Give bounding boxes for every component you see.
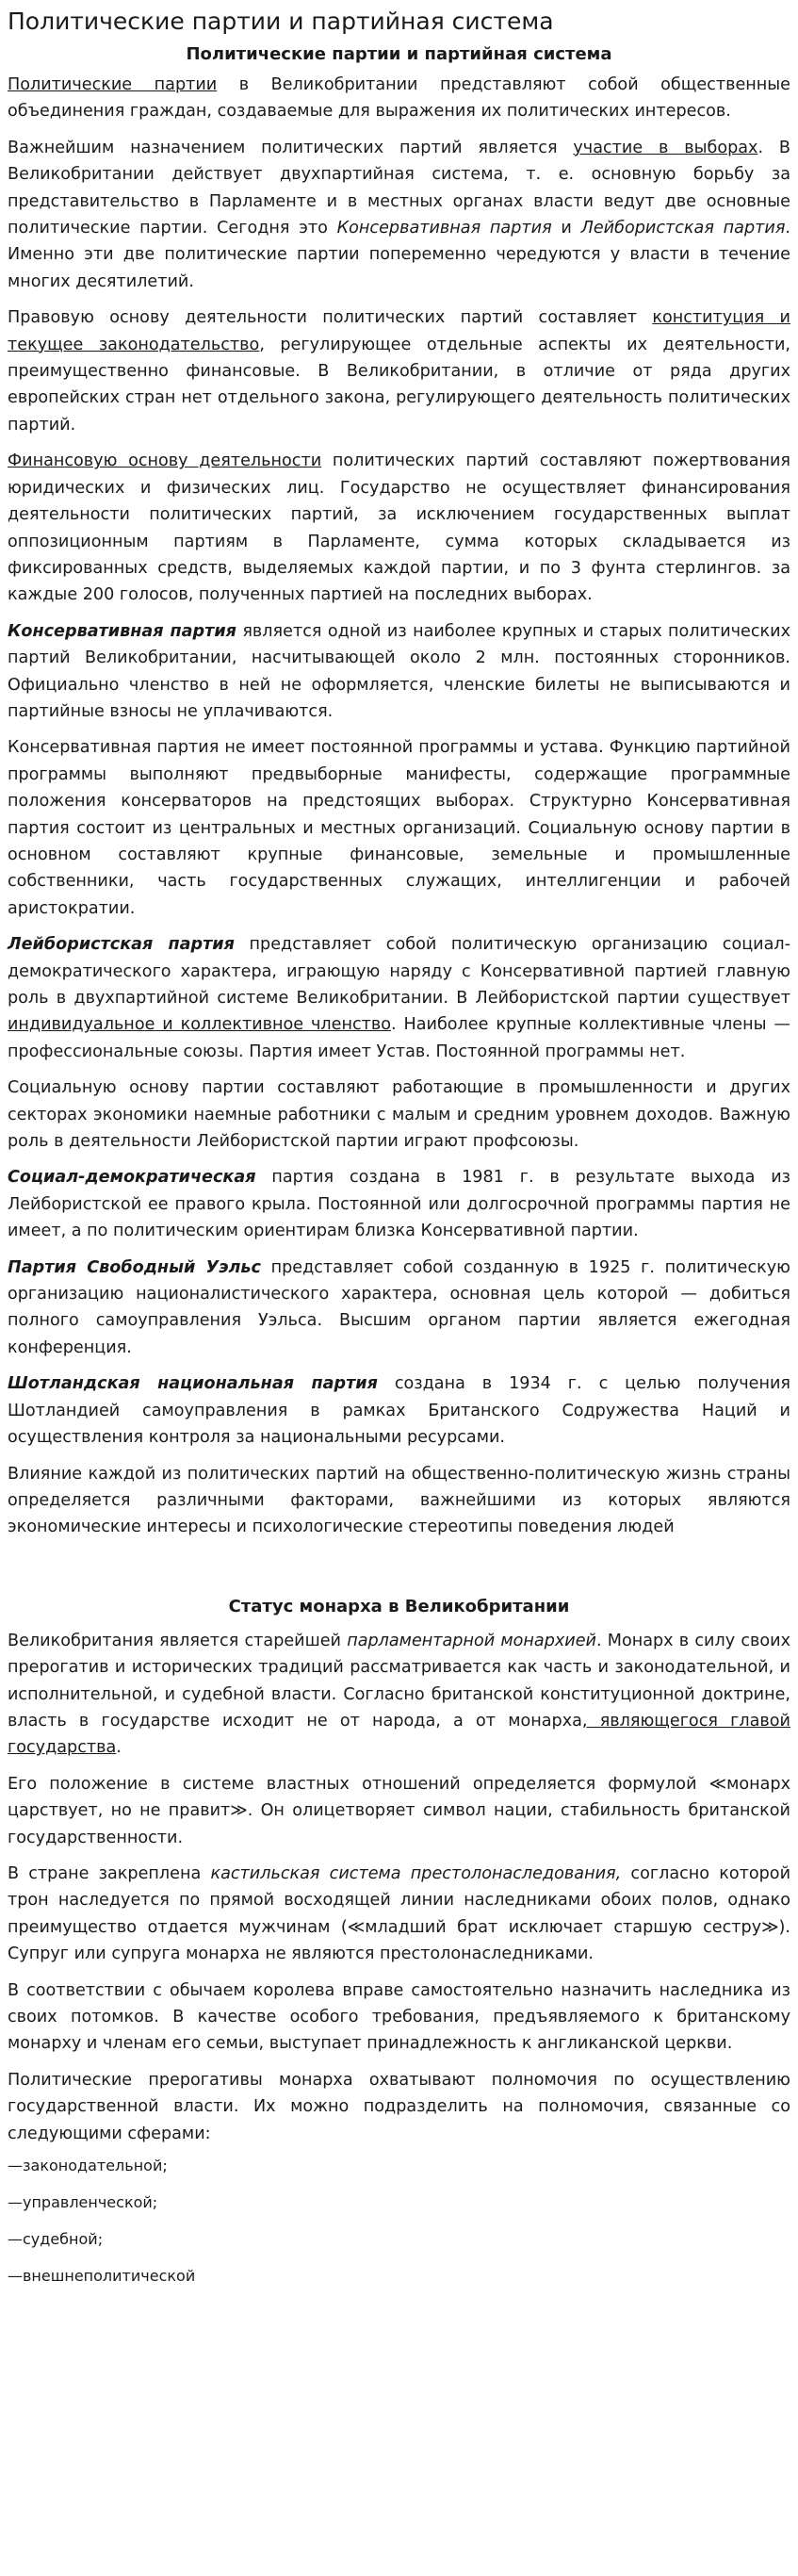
paragraph: Политические прерогативы монарха охватывают полномочия по осуществлению государственной власти. Их можно подразделить на полномочия, связанные со следующими сферами: xyxy=(8,2070,790,2143)
elections-link[interactable]: участие в выборах xyxy=(573,138,758,157)
section-heading-parties: Политические партии и партийная система xyxy=(186,44,612,64)
powers-list xyxy=(8,2157,790,2286)
paragraph: Важнейшим назначением политических партий является участие в выборах. В Великобритании действует двухпартийная система, т. е. основную борьбу за представительство в Парламенте и в местных органах власти ведут две основные политические партии. Сегодня это Консервативная партия и Лейбористская партия. Именно эти две политические партии попеременно чередуются у власти в течение многих десятилетий. xyxy=(8,138,790,291)
paragraph: Влияние каждой из политических партий на общественно-политическую жизнь страны определяется различными факторами, важнейшими из которых являются экономические интересы и психологические стереотипы поведения людей xyxy=(8,1464,790,1537)
list-item: —судебной; xyxy=(8,2230,104,2249)
paragraph: Финансовую основу деятельности политических партий составляют пожертвования юридических и физических лиц. Государство не осуществляет финансирования деятельности политических партий, за исключением государственных выплат оппозиционным партиям в Парламенте, сумма которых складывается из фиксированных средств, выделяемых каждой партии, и по 3 фунта стерлингов. за каждые 200 голосов, полученных партией на последних выборах. xyxy=(8,451,790,605)
paragraph: В стране закреплена кастильская система престолонаследования, согласно которой трон наследуется по прямой восходящей линии наследниками обоих полов, однако преимущество отдается мужчинам (≪младший брат исключает старшую сестру≫). Супруг или супруга монарха не являются престолонаследниками. xyxy=(8,1863,790,1964)
paragraph: Политические партии в Великобритании представляют собой общественные объединения граждан, создаваемые для выражения их политических интересов. xyxy=(8,75,790,122)
paragraph: Консервативная партия не имеет постоянной программы и устава. Функцию партийной программы выполняют предвыборные манифесты, содержащие программные положения консерваторов на предстоящих выборах. Структурно Консервативная партия состоит из центральных и местных организаций. Социальную основу партии в основном составляют крупные финансовые, земельные и промышленные собственники, часть государственных служащих, интеллигенции и рабочей аристократии. xyxy=(8,738,790,918)
paragraph: Великобритания является старейшей парламентарной монархией. Монарх в силу своих прерогатив и исторических традиций рассматривается как часть и законодательной, и исполнительной, и судебной власти. Согласно британской конституционной доктрине, власть в государстве исходит не от народа, а от монарха, являющегося главой государства. xyxy=(8,1631,790,1758)
party-name: Лейбористская партия xyxy=(8,935,235,955)
head-of-state-link[interactable]: , являющегося главой государства xyxy=(8,1711,790,1758)
paragraph: Правовую основу деятельности политических партий составляет конституция и текущее законодательство, регулирующее отдельные аспекты их деятельности, преимущественно финансовые. В Великобритании, в отличие от ряда других европейских стран нет отдельного закона, регулирующего деятельность политических партий. xyxy=(8,308,790,435)
paragraph: В соответствии с обычаем королева вправе самостоятельно назначить наследника из своих потомков. В качестве особого требования, предъявляемого к британскому монарху и членам его семьи, выступает принадлежность к англиканской церкви. xyxy=(8,1980,790,2054)
section-heading-monarch: Статус монарха в Великобритании xyxy=(228,1596,570,1616)
list-item: —внешнеполитической xyxy=(8,2267,196,2286)
paragraph: Шотландская национальная партия создана в 1934 г. с целью получения Шотландией самоуправления в рамках Британского Содружества Наций и осуществления контроля за национальными ресурсами. xyxy=(8,1374,790,1448)
finance-link[interactable]: Финансовую основу деятельности xyxy=(8,451,322,471)
list-item: —управленческой; xyxy=(8,2193,158,2212)
paragraph: Социальную основу партии составляют работающие в промышленности и других секторах экономики наемные работники с малым и средним уровнем доходов. Важную роль в деятельности Лейбористской партии играют профсоюзы. xyxy=(8,1078,790,1152)
party-name: Социал-демократическая xyxy=(8,1168,256,1188)
constitution-link[interactable]: конституция и текущее законодательство xyxy=(8,308,790,354)
paragraph: Консервативная партия является одной из наиболее крупных и старых политических партий Великобритании, насчитывающей около 2 млн. постоянных сторонников. Официально членство в ней не оформляется, членские билеты не выписываются и партийные взносы не уплачиваются. xyxy=(8,621,790,721)
paragraph: Лейбористская партия представляет собой политическую организацию социал-демократического характера, играющую наряду с Консервативной партией главную роль в двухпартийной системе Великобритании. В Лейбористской партии существует индивидуальное и коллективное членство. Наиболее крупные коллективные члены — профессиональные союзы. Партия имеет Устав. Постоянной программы нет. xyxy=(8,935,790,1061)
list-item: —законодательной; xyxy=(8,2157,168,2175)
party-name: Консервативная партия xyxy=(8,621,236,641)
parties-link[interactable]: Политические партии xyxy=(8,75,218,94)
page-title: Политические партии и партийная система xyxy=(8,8,554,35)
paragraph: Его положение в системе властных отношений определяется формулой ≪монарх царствует, но не правит≫. Он олицетворяет символ нации, стабильность британской государственности. xyxy=(8,1774,790,1847)
party-name: Партия Свободный Уэльс xyxy=(8,1257,261,1277)
party-name: Шотландская национальная партия xyxy=(8,1374,378,1394)
membership-link[interactable]: индивидуальное и коллективное членство xyxy=(8,1015,392,1035)
paragraph: Партия Свободный Уэльс представляет собой созданную в 1925 г. политическую организацию националистического характера, основная цель которой — добиться полного самоуправления Уэльса. Высшим органом партии является ежегодная конференция. xyxy=(8,1257,790,1357)
paragraph: Социал-демократическая партия создана в 1981 г. в результате выхода из Лейбористской ее правого крыла. Постоянной или долгосрочной программы партия не имеет, а по политическим ориентирам близка Консервативной партии. xyxy=(8,1168,790,1241)
